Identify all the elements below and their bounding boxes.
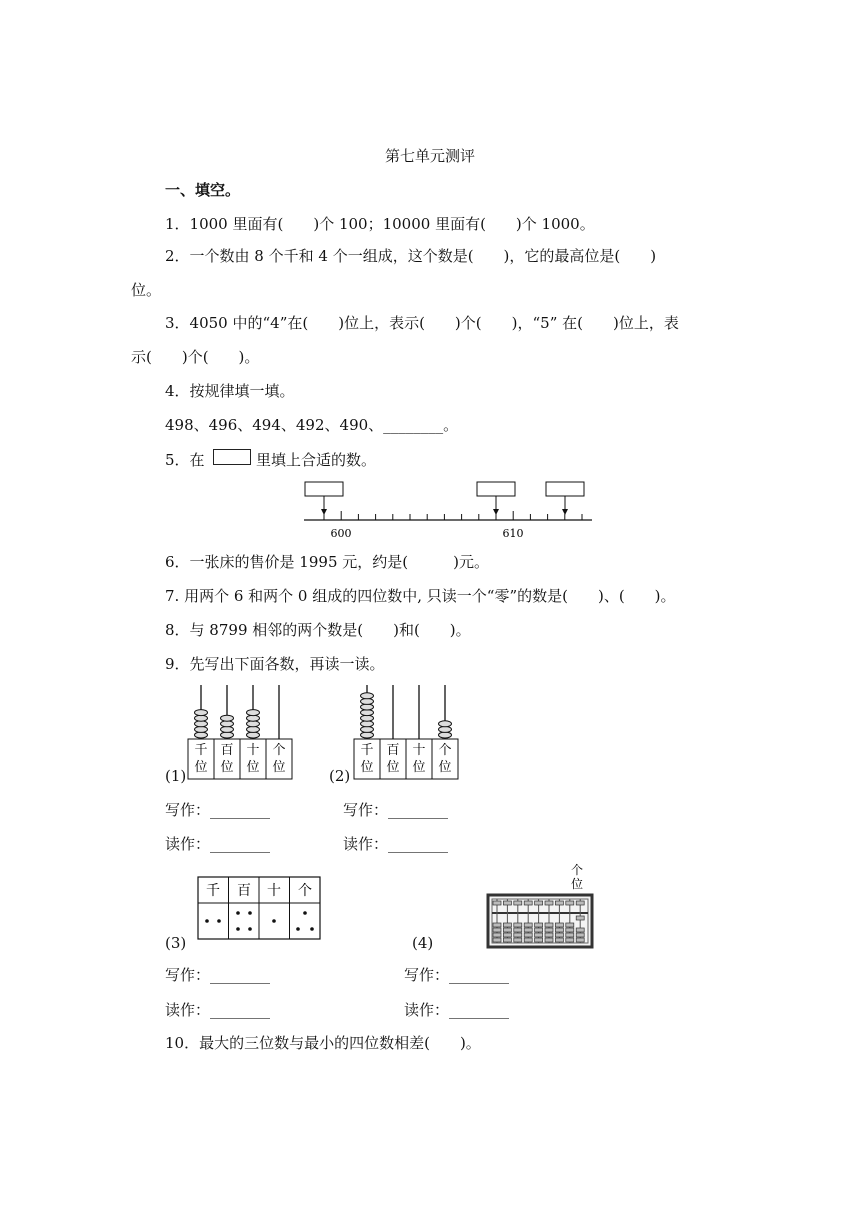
suanpan-bead [493, 933, 501, 937]
abacus-bead [221, 721, 234, 727]
suanpan-bead [566, 938, 574, 942]
place-header: 百 [237, 883, 251, 899]
number-line-arrow [493, 509, 499, 515]
read-answer-4: 读作：________ [404, 1001, 510, 1019]
suanpan-bead [576, 933, 584, 937]
question-1: 1．1000 里面有( )个 100；10000 里面有( )个 1000。 [165, 215, 595, 233]
section-heading: 一、填空。 [165, 181, 241, 199]
question-2-line-2: 位。 [131, 281, 162, 299]
abacus-bead [195, 721, 208, 727]
place-label: 千位 [194, 743, 208, 775]
abacus-bead [439, 721, 452, 727]
question-4-sequence: 498、496、494、492、490、________。 [165, 416, 459, 434]
suanpan-bead [493, 923, 501, 927]
place-dot [296, 927, 300, 931]
place-header: 个 [298, 883, 312, 899]
item-4-label: (4) [412, 934, 434, 952]
suanpan-bead [524, 933, 532, 937]
counting-frame-1 [185, 682, 295, 782]
suanpan-bead [524, 901, 532, 905]
suanpan-bead [503, 938, 511, 942]
suanpan-bead [545, 901, 553, 905]
suanpan-bead [555, 938, 563, 942]
place-dot [248, 927, 252, 931]
question-3-line-1: 3．4050 中的“4”在( )位上，表示( )个( )，“5” 在( )位上，表 [165, 314, 679, 332]
abacus-bead [195, 710, 208, 716]
suanpan-bead [503, 928, 511, 932]
suanpan [485, 860, 595, 950]
abacus-bead [361, 715, 374, 721]
abacus-bead [361, 693, 374, 699]
abacus-bead [361, 698, 374, 704]
suanpan-bead [545, 938, 553, 942]
place-label: 十位 [246, 743, 260, 775]
question-2-line-1: 2．一个数由 8 个千和 4 个一组成，这个数是( )，它的最高位是( ) [165, 247, 657, 265]
suanpan-bead [514, 901, 522, 905]
suanpan-bead [576, 901, 584, 905]
abacus-bead [221, 732, 234, 738]
abacus-bead [247, 715, 260, 721]
read-answer-3: 读作：________ [165, 1001, 271, 1019]
suanpan-bead [493, 938, 501, 942]
suanpan-bead [535, 928, 543, 932]
suanpan-bead [566, 928, 574, 932]
suanpan-bead [514, 923, 522, 927]
abacus-bead [195, 715, 208, 721]
place-dot [236, 911, 240, 915]
read-answer-2: 读作：________ [343, 835, 449, 853]
number-line-arrow [562, 509, 568, 515]
abacus-bead [361, 732, 374, 738]
place-dot [310, 927, 314, 931]
suanpan-bead [493, 901, 501, 905]
question-7: 7. 用两个 6 和两个 0 组成的四位数中, 只读一个“零”的数是( )、( )。 [165, 587, 676, 605]
suanpan-bead [576, 916, 584, 920]
suanpan-bead [545, 923, 553, 927]
suanpan-bead [535, 901, 543, 905]
read-answer-1: 读作：________ [165, 835, 271, 853]
suanpan-bead [545, 933, 553, 937]
place-header: 十 [267, 883, 281, 899]
place-header: 千 [206, 883, 220, 899]
suanpan-bead [514, 938, 522, 942]
place-dot [205, 919, 209, 923]
abacus-bead [439, 732, 452, 738]
number-line-label: 600 [330, 527, 352, 540]
suanpan-bead [514, 933, 522, 937]
item-3-label: (3) [165, 934, 187, 952]
place-label: 百位 [220, 743, 234, 775]
question-9: 9．先写出下面各数，再读一读。 [165, 655, 385, 673]
question-10: 10．最大的三位数与最小的四位数相差( )。 [165, 1034, 481, 1052]
question-5-suffix: 里填上合适的数。 [256, 451, 377, 469]
place-label: 百位 [386, 743, 400, 775]
question-3-line-2: 示( )个( )。 [131, 348, 260, 366]
suanpan-bead [576, 938, 584, 942]
suanpan-bead [555, 928, 563, 932]
suanpan-bead [555, 923, 563, 927]
abacus-bead [195, 726, 208, 732]
suanpan-bead [514, 928, 522, 932]
abacus-bead [221, 726, 234, 732]
suanpan-bead [503, 923, 511, 927]
place-dot [236, 927, 240, 931]
suanpan-bead [545, 928, 553, 932]
suanpan-bead [535, 933, 543, 937]
abacus-bead [247, 732, 260, 738]
suanpan-bead [576, 928, 584, 932]
suanpan-bead [524, 923, 532, 927]
abacus-bead [247, 721, 260, 727]
abacus-bead [439, 726, 452, 732]
question-5-prefix: 5．在 [165, 451, 205, 469]
number-line-answer-box [546, 482, 584, 496]
place-label: 个位 [438, 743, 452, 775]
write-answer-1: 写作：________ [165, 801, 271, 819]
abacus-bead [247, 710, 260, 716]
write-answer-2: 写作：________ [343, 801, 449, 819]
abacus-bead [361, 721, 374, 727]
place-value-chart [196, 875, 326, 941]
suanpan-bead [555, 933, 563, 937]
number-line-label: 610 [502, 527, 524, 540]
abacus-bead [221, 715, 234, 721]
place-label: 千位 [360, 743, 374, 775]
place-dot [272, 919, 276, 923]
suanpan-bead [493, 928, 501, 932]
abacus-bead [361, 704, 374, 710]
write-answer-4: 写作：________ [404, 966, 510, 984]
place-label: 十位 [412, 743, 426, 775]
place-label: 个位 [272, 743, 286, 775]
suanpan-bead [566, 923, 574, 927]
number-line-answer-box [305, 482, 343, 496]
question-8: 8．与 8799 相邻的两个数是( )和( )。 [165, 621, 471, 639]
suanpan-bead [566, 933, 574, 937]
suanpan-bead [535, 938, 543, 942]
abacus-bead [247, 726, 260, 732]
suanpan-bead [524, 928, 532, 932]
item-1-label: (1) [165, 767, 187, 785]
place-dot [303, 911, 307, 915]
suanpan-bead [535, 923, 543, 927]
page-title: 第七单元测评 [384, 147, 475, 165]
abacus-bead [361, 726, 374, 732]
item-2-label: (2) [329, 767, 351, 785]
suanpan-bead [555, 901, 563, 905]
place-dot [248, 911, 252, 915]
number-line [300, 478, 600, 548]
write-answer-3: 写作：________ [165, 966, 271, 984]
suanpan-bead [503, 901, 511, 905]
answer-box-sample [213, 449, 251, 465]
question-4: 4．按规律填一填。 [165, 382, 295, 400]
question-6: 6．一张床的售价是 1995 元，约是( )元。 [165, 553, 489, 571]
number-line-answer-box [477, 482, 515, 496]
place-dot [217, 919, 221, 923]
counting-frame-2 [351, 682, 461, 782]
abacus-bead [195, 732, 208, 738]
suanpan-bead [524, 938, 532, 942]
suanpan-unit-label: 个位 [570, 863, 584, 891]
suanpan-bead [503, 933, 511, 937]
suanpan-bead [566, 901, 574, 905]
number-line-arrow [321, 509, 327, 515]
